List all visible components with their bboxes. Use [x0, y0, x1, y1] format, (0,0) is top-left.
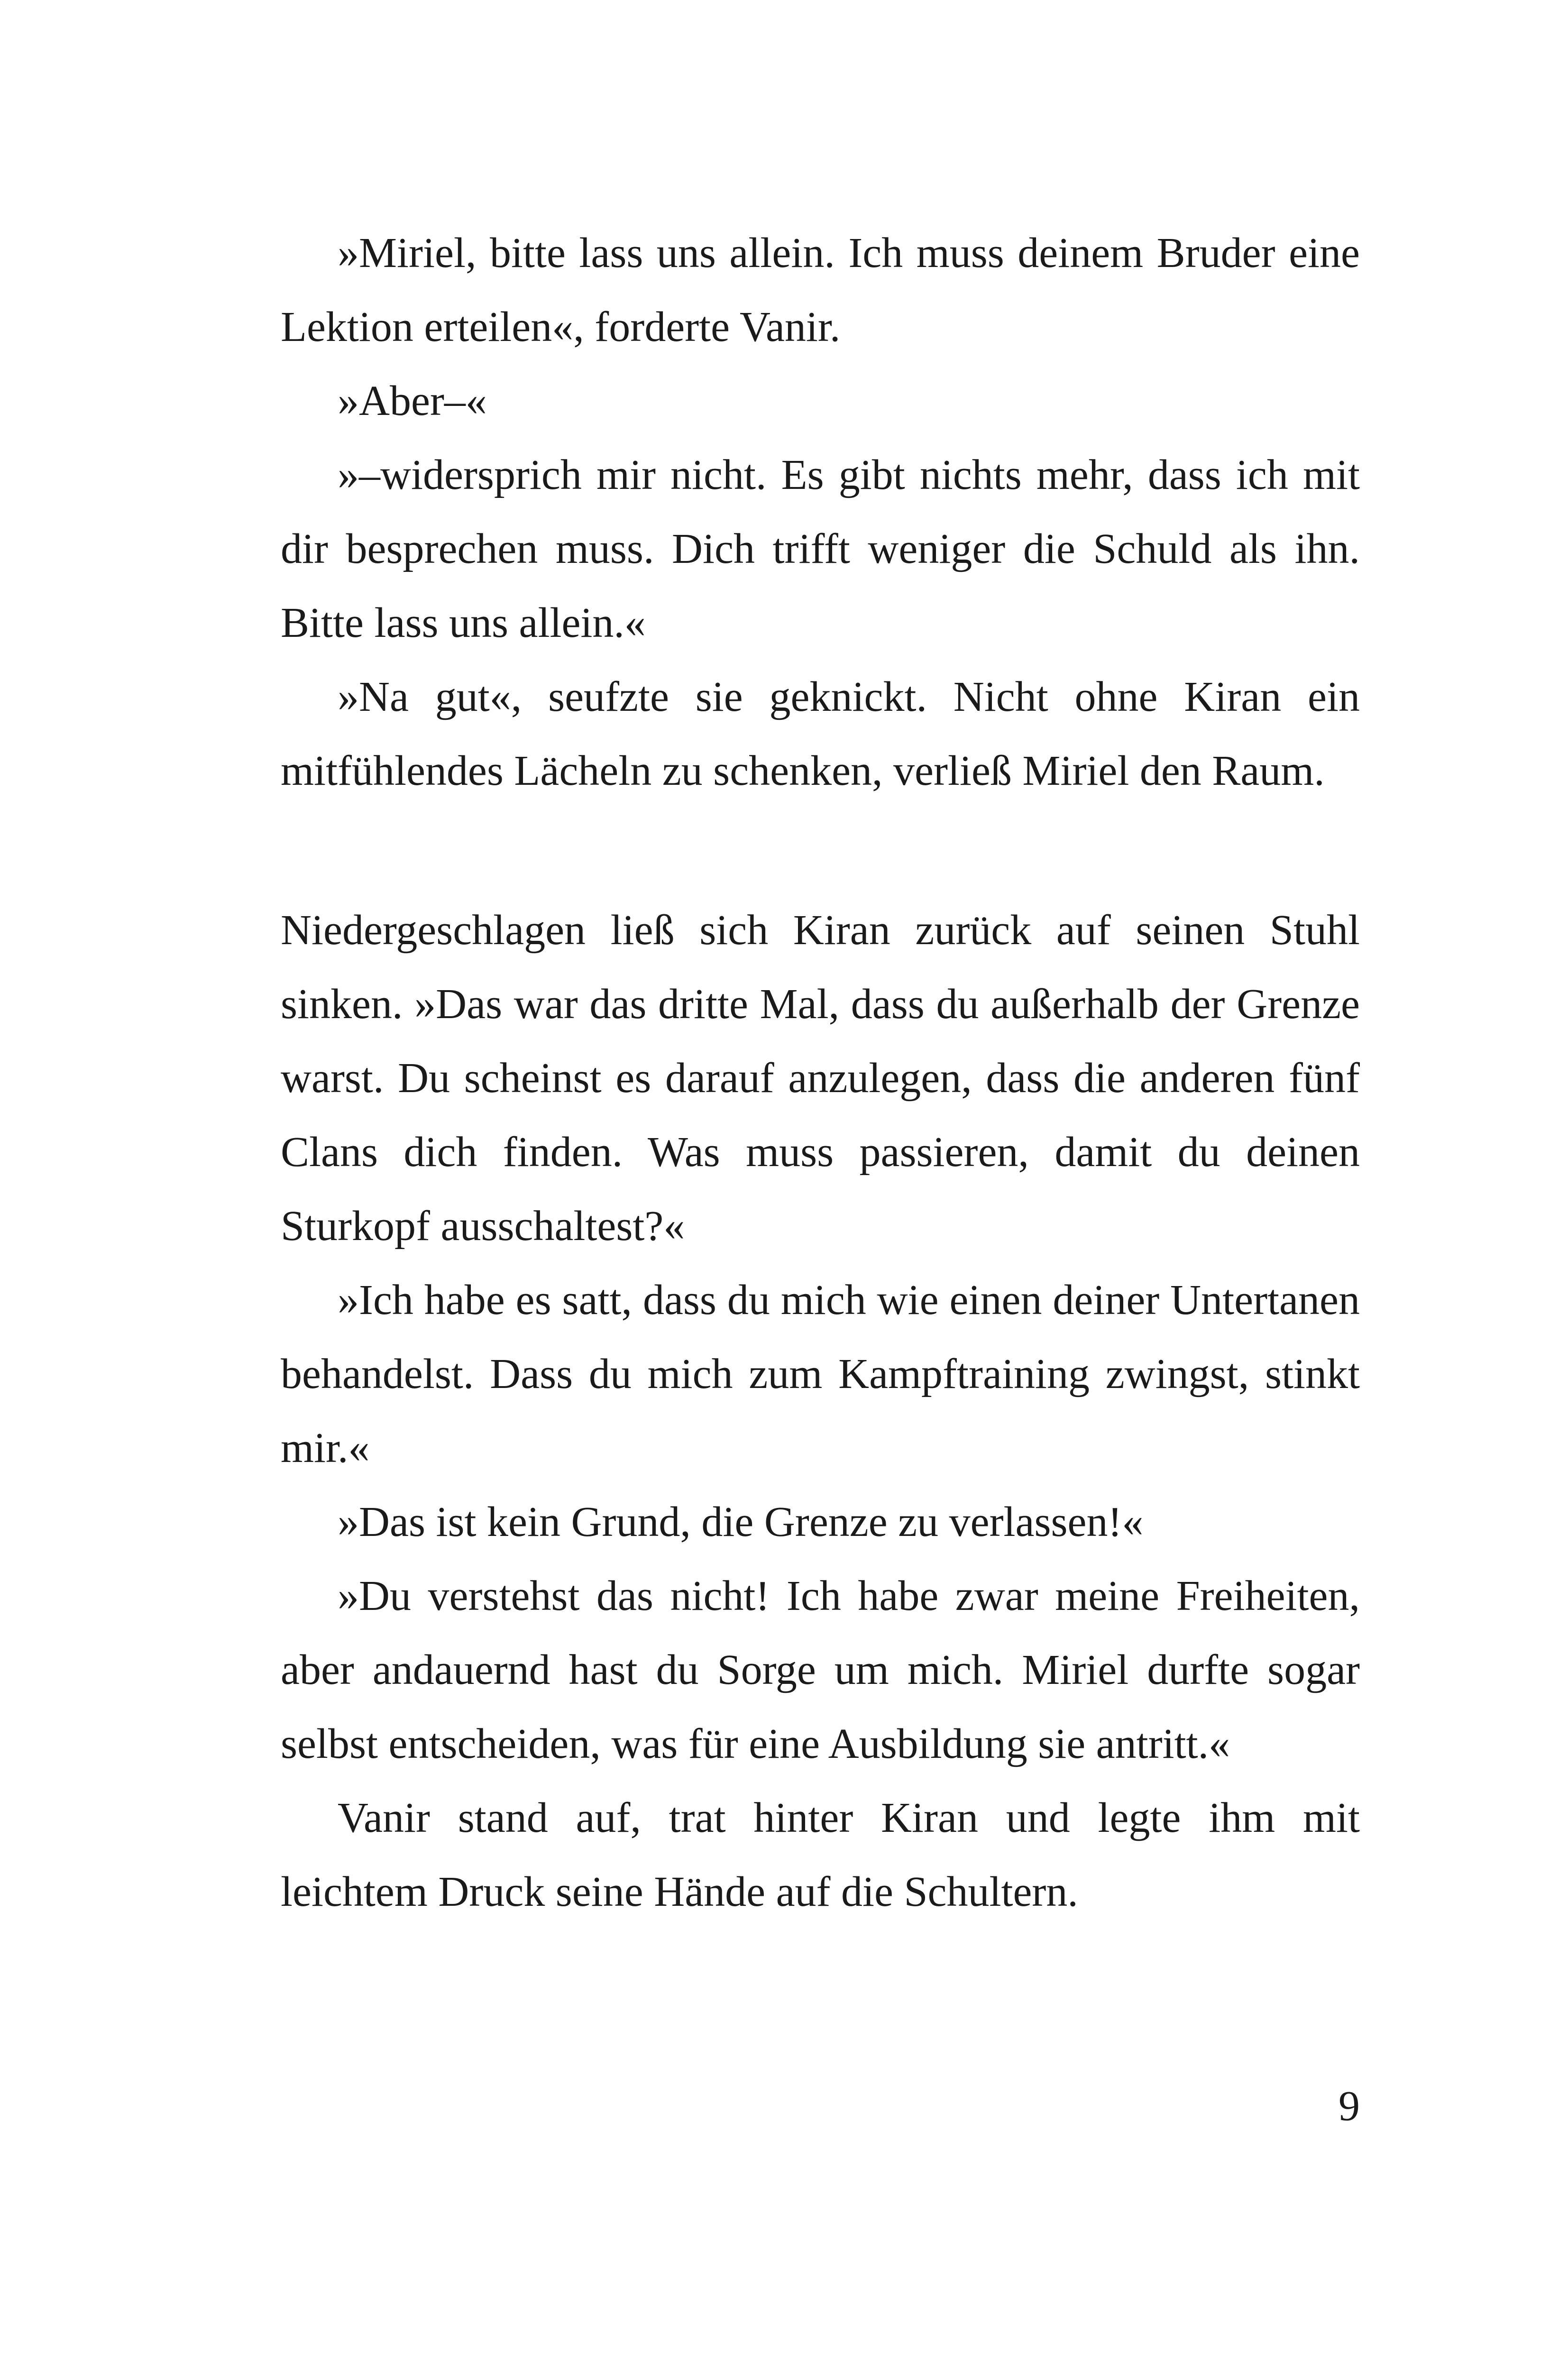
text-section-1: [281, 216, 1360, 808]
paragraph: »Ich habe es satt, dass du mich wie einen deiner Untertanen behandelst. Dass du mich zum Kampftraining zwingst, stinkt mir.«: [281, 1277, 1360, 1471]
page-number: 9: [1339, 2083, 1360, 2130]
paragraph: »–widersprich mir nicht. Es gibt nichts mehr, dass ich mit dir besprechen muss. Dich trifft weniger die Schuld als ihn. Bitte lass uns allein.«: [281, 451, 1360, 646]
paragraph: »Das ist kein Grund, die Grenze zu verlassen!«: [338, 1498, 1144, 1545]
paragraph: »Du verstehst das nicht! Ich habe zwar meine Freiheiten, aber andauernd hast du Sorge um mich. Miriel durfte sogar selbst entscheiden, was für eine Ausbildung sie antritt.«: [281, 1572, 1360, 1767]
paragraph: »Na gut«, seufzte sie geknickt. Nicht ohne Kiran ein mitfühlendes Lächeln zu schenken, verließ Miriel den Raum.: [281, 673, 1360, 794]
text-section-2: [281, 893, 1360, 1929]
paragraph: Vanir stand auf, trat hinter Kiran und legte ihm mit leichtem Druck seine Hände auf die Schultern.: [281, 1794, 1360, 1915]
paragraph: »Miriel, bitte lass uns allein. Ich muss deinem Bruder eine Lektion erteilen«, forderte Vanir.: [281, 230, 1360, 350]
paragraph: Niedergeschlagen ließ sich Kiran zurück auf seinen Stuhl sinken. »Das war das dritte Mal, dass du außerhalb der Grenze warst. Du scheinst es darauf anzulegen, dass die anderen fünf Clans dich finden. Was muss passieren, damit du deinen Sturkopf ausschaltest?«: [281, 907, 1360, 1250]
paragraph: »Aber–«: [338, 377, 487, 424]
